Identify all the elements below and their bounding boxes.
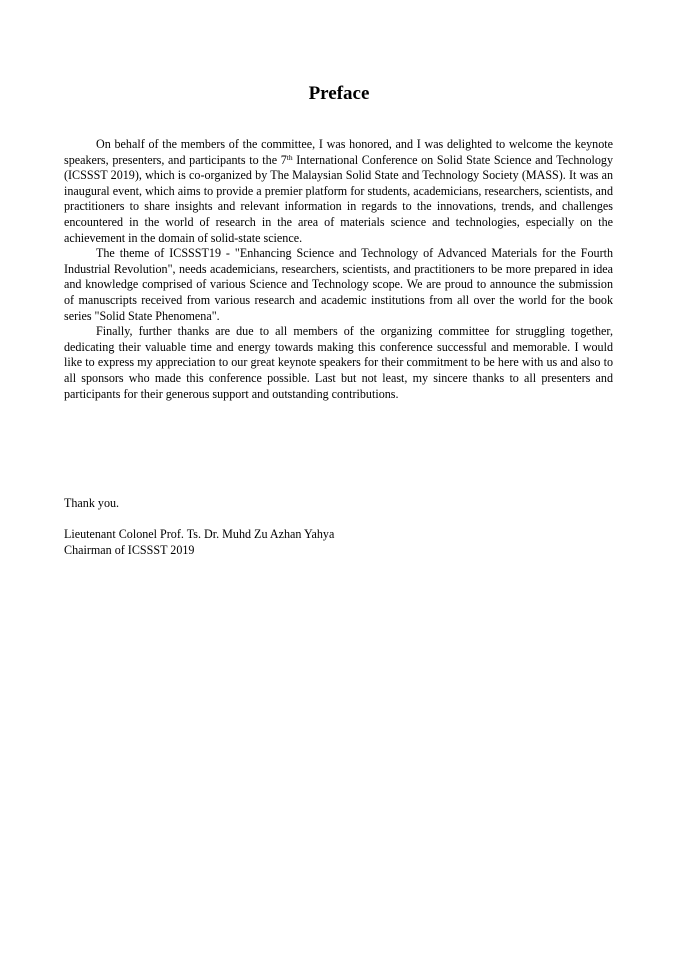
signatory-name: Lieutenant Colonel Prof. Ts. Dr. Muhd Zu Azhan Yahya (64, 527, 335, 541)
preface-body (64, 137, 613, 402)
signatory-role: Chairman of ICSSST 2019 (64, 542, 195, 557)
paragraph-1-text-b: International Conference on Solid State Science and Technology (ICSSST 2019), which is co-organized by The Malaysian Solid State and Technology Society (MASS). It was an inaugural event, which aims to provide a premier platform for students, academicians, researchers, scientists, and practitioners to share insights and relevant information in regards to the innovations, trends, and challenges encountered in the world of research in the area of materials science and technologies, especially on the achievement in the domain of solid-state science. (64, 152, 613, 245)
paragraph-2: The theme of ICSSST19 - "Enhancing Science and Technology of Advanced Materials for the Fourth Industrial Revolution", needs academicians, researchers, scientists, and practitioners to be more prepared in idea and knowledge comprised of various Science and Technology scope. We are proud to announce the submission of manuscripts received from various research and academic institutions from all over the world for the book series "Solid State Phenomena". (64, 246, 613, 323)
closing-thanks: Thank you. (64, 496, 120, 510)
paragraph-3: Finally, further thanks are due to all members of the organizing committee for struggling together, dedicating their valuable time and energy towards making this conference successful and memorable. I would like to express my appreciation to our great keynote speakers for their commitment to be here with us and also to all sponsors who made this conference possible. Last but not least, my sincere thanks to all presenters and participants for their generous support and outstanding contributions. (64, 324, 613, 401)
ordinal-superscript: th (286, 152, 293, 162)
page-title: Preface (308, 83, 370, 104)
signature-block (64, 527, 334, 558)
paragraph-1 (64, 137, 613, 246)
paragraph-1-text-a: On behalf of the members of the committee, I was honored, and I was delighted to welcome the keynote speakers, presenters, and participants to the 7 (64, 137, 613, 167)
